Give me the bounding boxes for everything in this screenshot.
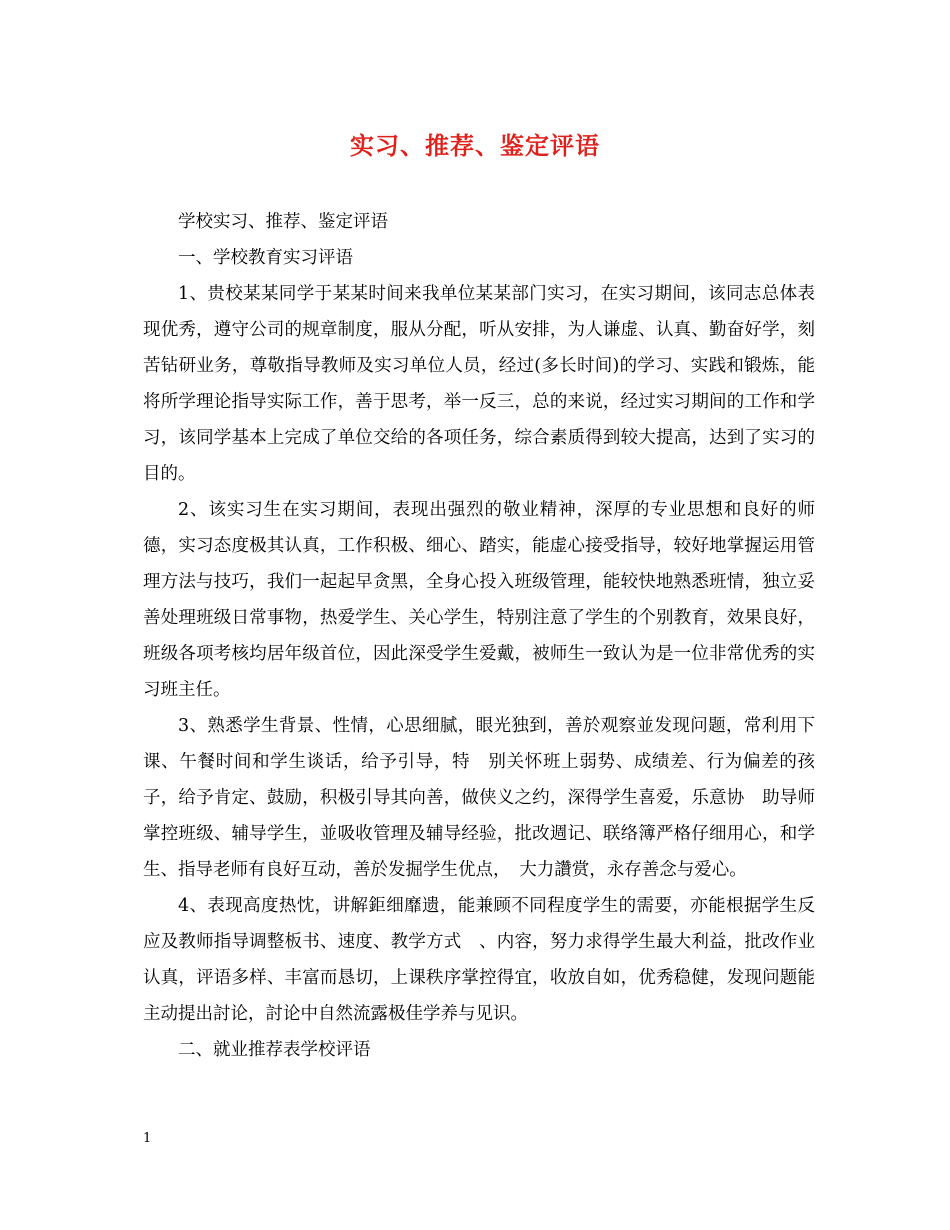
section-heading-recommendation: 二、就业推荐表学校评语 xyxy=(178,1040,371,1060)
document-title: 实习、推荐、鉴定评语 xyxy=(350,131,600,160)
page-number: 1 xyxy=(143,1131,152,1146)
paragraph-heading: 学校实习、推荐、鉴定评语 xyxy=(178,212,388,232)
document-body xyxy=(143,204,815,1068)
section-heading-internship: 一、学校教育实习评语 xyxy=(178,248,353,268)
paragraph-item-1: 1、贵校某某同学于某某时间来我单位某某部门实习，在实习期间，该同志总体表现优秀，遵守公司的规章制度，服从分配，听从安排，为人谦虚、认真、勤奋好学，刻苦钻研业务，尊敬指导教师及实习单位人员，经过(多长时间)的学习、实践和锻炼，能将所学理论指导实际工作，善于思考，举一反三，总的来说，经过实习期间的工作和学习，该同学基本上完成了单位交给的各项任务，综合素质得到较大提高，达到了实习的目的。 xyxy=(143,284,815,484)
paragraph-item-2: 2、该实习生在实习期间，表现出强烈的敬业精神，深厚的专业思想和良好的师德，实习态度极其认真，工作积极、细心、踏实，能虚心接受指导，较好地掌握运用管理方法与技巧，我们一起起早贪黑，全身心投入班级管理，能较快地熟悉班情，独立妥善处理班级日常事物，热爱学生、关心学生，特别注意了学生的个别教育，效果良好，班级各项考核均居年级首位，因此深受学生爱戴，被师生一致认为是一位非常优秀的实习班主任。 xyxy=(143,500,815,700)
paragraph-item-3: 3、熟悉学生背景、性情，心思细腻，眼光独到，善於观察並发现问题，常利用下课、午餐时间和学生谈话，给予引导，特 别关怀班上弱势、成绩差、行为偏差的孩子，给予肯定、鼓励，积极引导其向善，做侠义之约，深得学生喜爱，乐意协 助导师掌控班级、辅导学生，並吸收管理及辅导经验，批改週记、联络簿严格仔细用心，和学生、指导老师有良好互动，善於发掘学生优点， 大力讚赏，永存善念与爱心。 xyxy=(143,716,815,880)
paragraph-item-4: 4、表现高度热忱，讲解鉅细靡遗，能兼顾不同程度学生的需要，亦能根据学生反应及教师指导调整板书、速度、教学方式 、内容，努力求得学生最大利益，批改作业认真，评语多样、丰富而恳切，上课秩序掌控得宜，收放自如，优秀稳健，发现问题能主动提出討论，討论中自然流露极佳学养与见识。 xyxy=(143,896,815,1024)
